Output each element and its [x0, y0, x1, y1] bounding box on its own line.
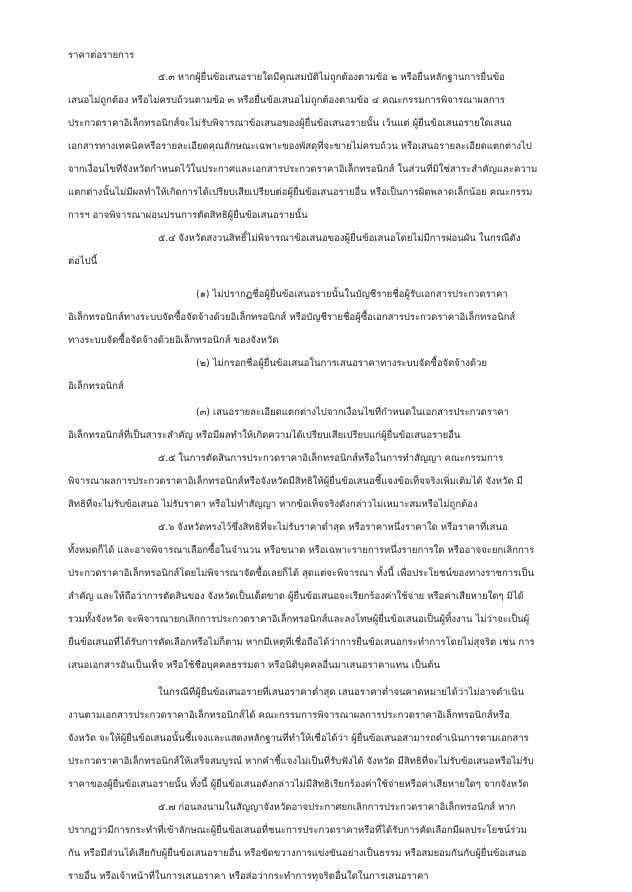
item-1-line: (๑) ไม่ปรากฏชื่อผู้ยื่นข้อเสนอรายนั้นในบัญชีรายชื่อผู้รับเอกสารประกวดราคา [196, 289, 508, 300]
paragraph-start-line: ในกรณีที่ผู้ยื่นข้อเสนอรายที่เสนอราคาต่ำสุด เสนอราคาต่ำจนคาดหมายได้ว่าไม่อาจดำเนิน [158, 687, 524, 698]
item-3-line: (๓) เสนอรายละเอียดแตกต่างไปจากเงื่อนไขที่กำหนดในเอกสารประกวดราคา [196, 407, 509, 418]
text-line: จากเงื่อนไขที่จังหวัดกำหนดไว้ในประกาศและเอกสารประกวดราคาอิเล็กทรอนิกส์ ในส่วนที่มิใช่สาระสำคัญและความ [68, 164, 538, 175]
clause-5-6-heading: ๕.๖ จังหวัดทรงไว้ซึ่งสิทธิที่จะไม่รับราคาต่ำสุด หรือราคาหนึ่งราคาใด หรือราคาที่เสนอ [158, 522, 508, 533]
text-line: ต่อไปนี้ [68, 256, 98, 267]
text-line: สิทธิที่จะไม่รับข้อเสนอ ไม่รับราคา หรือไม่ทำสัญญา หากข้อเท็จจริงดังกล่าวไม่เหมาะสมหรือไม่ถูกต้อง [68, 499, 478, 510]
text-line: ทั้งหมดก็ได้ และอาจพิจารณาเลือกซื้อในจำนวน หรือขนาด หรือเฉพาะรายการหนึ่งรายการใด หรืออาจจะยกเลิกการ [68, 545, 535, 556]
text-line: งานตามเอกสารประกวดราคาอิเล็กทรอนิกส์ได้ คณะกรรมการพิจารณาผลการประกวดราคาอิเล็กทรอนิกส์หรือ [68, 710, 510, 721]
text-line: จังหวัด จะให้ผู้ยื่นข้อเสนอนั้นชี้แจงและแสดงหลักฐานที่ทำให้เชื่อได้ว่า ผู้ยื่นข้อเสนอสามารถดำเนินการตามเอกสาร [68, 733, 529, 744]
text-line: ราคาต่อรายการ [68, 50, 135, 61]
text-line: รายอื่น หรือเจ้าหน้าที่ในการเสนอราคา หรือส่อว่ากระทำการทุจริตอื่นใดในการเสนอราคา [68, 871, 429, 882]
clause-5-3-heading: ๕.๓ หากผู้ยื่นข้อเสนอรายใดมีคุณสมบัติไม่ถูกต้องตามข้อ ๒ หรือยื่นหลักฐานการยื่นข้อ [158, 72, 505, 83]
clause-5-4-heading: ๕.๔ จังหวัดสงวนสิทธิ์ไม่พิจารณาข้อเสนอของผู้ยื่นข้อเสนอโดยไม่มีการผ่อนผัน ในกรณีดัง [158, 233, 521, 244]
text-line: กัน หรือมีส่วนได้เสียกับผู้ยื่นข้อเสนอรายอื่น หรือขัดขวางการแข่งขันอย่างเป็นธรรม หรือสมยอมกันกับผู้ยื่นข้อเสนอ [68, 848, 527, 859]
clause-5-5-heading: ๕.๕ ในการตัดสินการประกวดราคาอิเล็กทรอนิกส์หรือในการทำสัญญา คณะกรรมการ [158, 453, 504, 464]
clause-5-7-heading: ๕.๗ ก่อนลงนามในสัญญาจังหวัดอาจประกาศยกเลิกการประกวดราคาอิเล็กทรอนิกส์ หาก [158, 802, 516, 813]
text-line: ปรากฏว่ามีการกระทำที่เข้าลักษณะผู้ยื่นข้อเสนอที่ชนะการประกวดราคาหรือที่ได้รับการคัดเลือกมีผลประโยชน์ร่วม [68, 825, 527, 836]
text-line: ยื่นข้อเสนอที่ได้รับการคัดเลือกหรือไม่ก็ตาม หากมีเหตุที่เชื่อถือได้ว่าการยื่นข้อเสนอกระทำการโดยไม่สุจริต เช่น การ [68, 637, 535, 648]
text-line: แตกต่างนั้นไม่มีผลทำให้เกิดการได้เปรียบเสียเปรียบต่อผู้ยื่นข้อเสนอรายอื่น หรือเป็นการผิดพลาดเล็กน้อย คณะกรรม [68, 187, 533, 198]
item-2-line: (๒) ไม่กรอกชื่อผู้ยื่นข้อเสนอในการเสนอราคาทางระบบจัดซื้อจัดจ้างด้วย [196, 358, 487, 369]
text-line: สำคัญ และให้ถือว่าการตัดสินของ จังหวัดเป็นเด็ดขาด ผู้ยื่นข้อเสนอจะเรียกร้องค่าใช้จ่าย หรือค่าเสียหายใดๆ มิได้ [68, 591, 524, 602]
text-line: อิเล็กทรอนิกส์ทางระบบจัดซื้อจัดจ้างด้วยอิเล็กทรอนิกส์ หรือบัญชีรายชื่อผู้ซื้อเอกสารประกวดราคาอิเล็กทรอนิกส์ [68, 312, 516, 323]
text-line: ประกวดราคาอิเล็กทรอนิกส์จะไม่รับพิจารณาข้อเสนอของผู้ยื่นข้อเสนอรายนั้น เว้นแต่ ผู้ยื่นข้อเสนอรายใดเสนอ [68, 118, 512, 129]
text-line: อิเล็กทรอนิกส์ [68, 381, 124, 392]
text-line: ประกวดราคาอิเล็กทรอนิกส์โดยไม่พิจารณาจัดซื้อเลยก็ได้ สุดแต่จะพิจารณา ทั้งนี้ เพื่อประโยชน์ของทางราชการเป็น [68, 568, 534, 579]
text-line: พิจารณาผลการประกวดราคาอิเล็กทรอนิกส์หรือจังหวัดมีสิทธิให้ผู้ยื่นข้อเสนอชี้แจงข้อเท็จจริงเพิ่มเติมได้ จังหวัด มี [68, 476, 523, 487]
text-line: อิเล็กทรอนิกส์ที่เป็นสาระสำคัญ หรือมีผลทำให้เกิดความได้เปรียบเสียเปรียบแก่ผู้ยื่นข้อเสนอรายอื่น [68, 430, 461, 441]
text-line: เอกสารทางเทคนิคหรือรายละเอียดคุณลักษณะเฉพาะของพัสดุที่จะขายไม่ครบถ้วน หรือเสนอรายละเอียดแตกต่างไป [68, 141, 532, 152]
text-line: รวมทั้งจังหวัด จะพิจารณายกเลิกการประกวดราคาอิเล็กทรอนิกส์และลงโทษผู้ยื่นข้อเสนอเป็นผู้ทิ้งงาน ไม่ว่าจะเป็นผู้ [68, 614, 530, 625]
text-line: ประกวดราคาอิเล็กทรอนิกส์ให้เสร็จสมบูรณ์ หากคำชี้แจงไม่เป็นที่รับฟังได้ จังหวัด มีสิทธิที่จะไม่รับข้อเสนอหรือไม่รับ [68, 756, 534, 767]
text-line: เสนอเอกสารอันเป็นเท็จ หรือใช้ชื่อบุคคลธรรมดา หรือนิติบุคคลอื่นมาเสนอราคาแทน เป็นต้น [68, 660, 441, 671]
text-line: เสนอไม่ถูกต้อง หรือไม่ครบถ้วนตามข้อ ๓ หรือยื่นข้อเสนอไม่ถูกต้องตามข้อ ๔ คณะกรรมการพิจารณาผลการ [68, 95, 505, 106]
text-line: ทางระบบจัดซื้อจัดจ้างด้วยอิเล็กทรอนิกส์ ของจังหวัด [68, 335, 279, 346]
text-line: การฯ อาจพิจารณาผ่อนปรนการตัดสิทธิผู้ยื่นข้อเสนอรายนั้น [68, 210, 308, 221]
text-line: ราคาของผู้ยื่นข้อเสนอรายนั้น ทั้งนี้ ผู้ยื่นข้อเสนอดังกล่าวไม่มีสิทธิเรียกร้องค่าใช้จ่ายหรือค่าเสียหายใดๆ จากจังหวัด [68, 779, 529, 790]
